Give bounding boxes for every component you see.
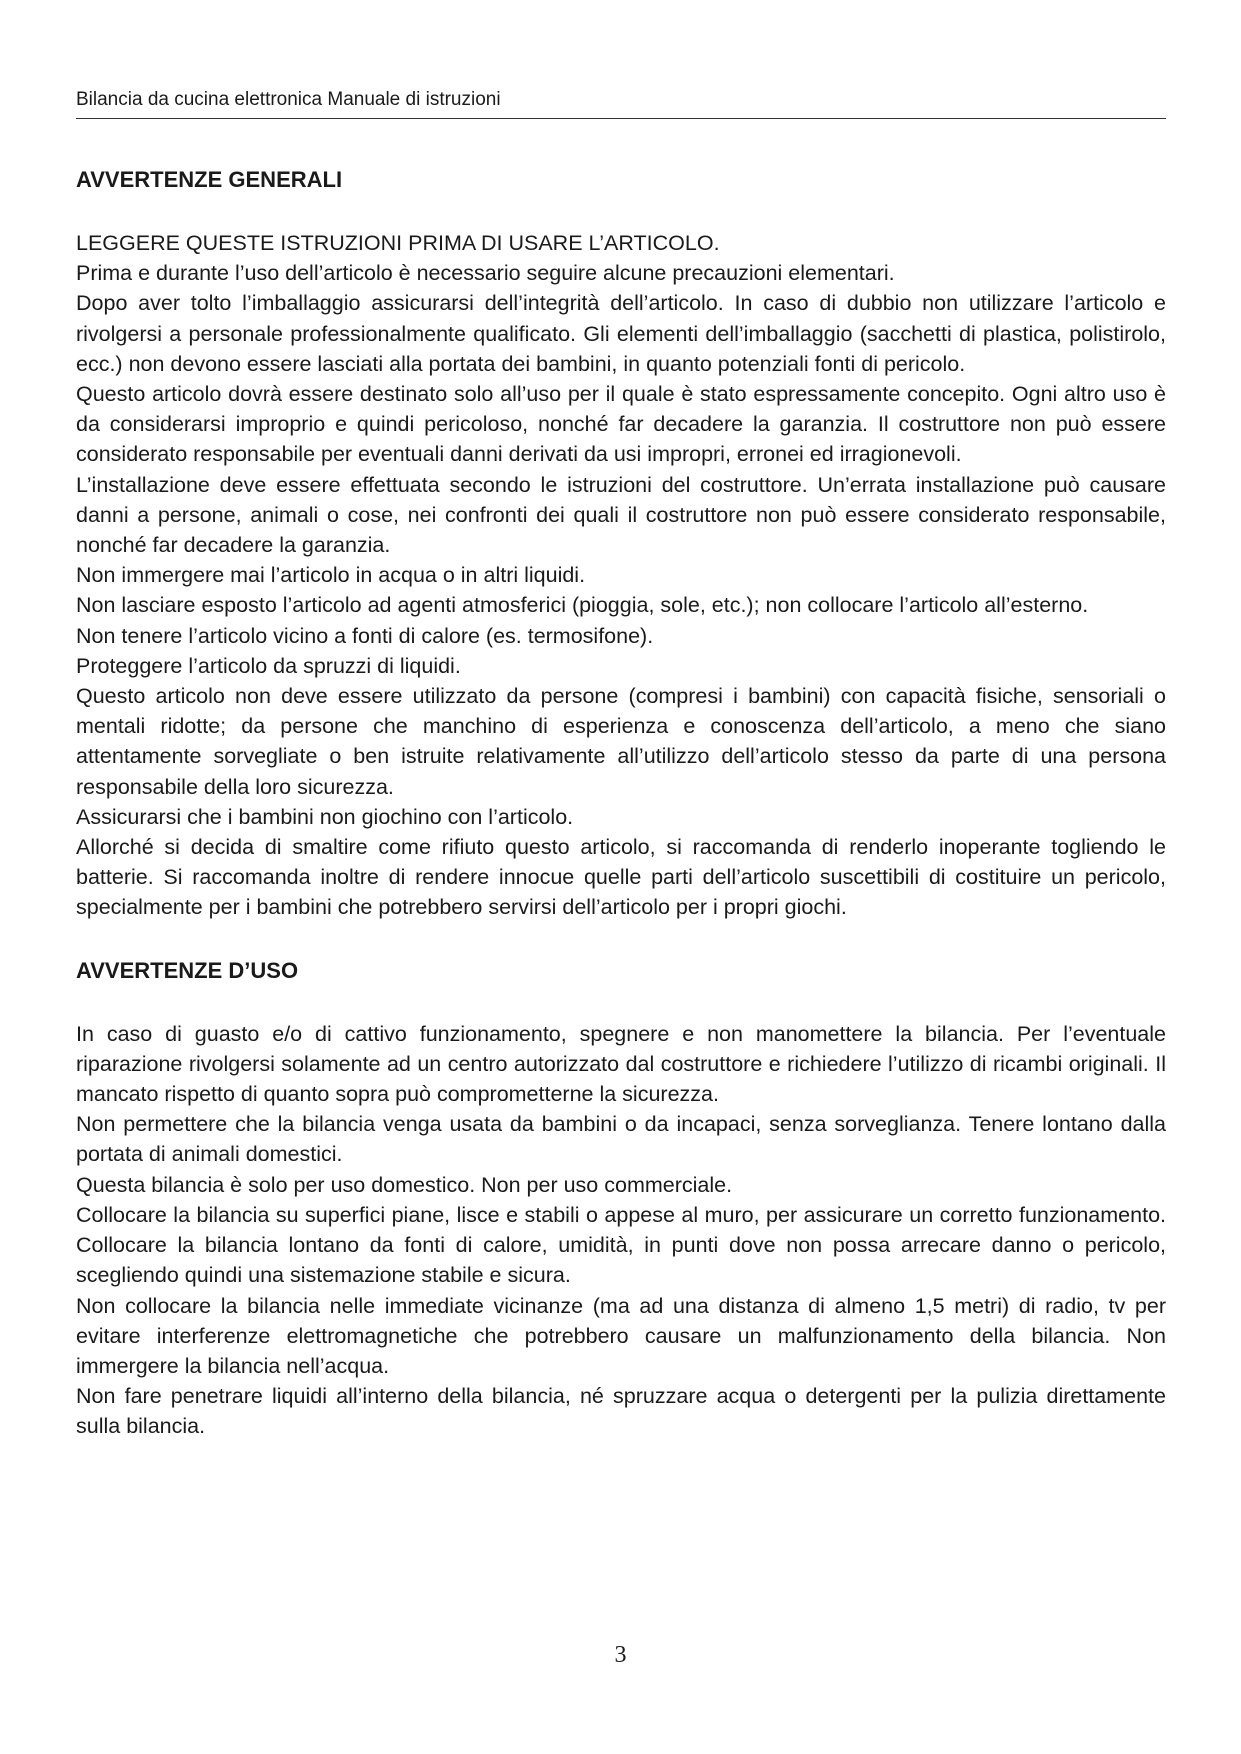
- section-title-avvertenze-generali: AVVERTENZE GENERALI: [76, 167, 343, 192]
- paragraph: Questo articolo dovrà essere destinato solo all’uso per il quale è stato espressamente concepito. Ogni altro uso è da considerarsi improprio e quindi pericoloso, nonché far decadere la garanzia. Il costruttore non può essere considerato responsabile per eventuali danni derivati da usi impropri, erronei ed irragionevoli.: [76, 382, 1166, 467]
- page-number: 3: [614, 1642, 627, 1668]
- paragraph: L’installazione deve essere effettuata secondo le istruzioni del costruttore. Un’errata installazione può causare danni a persone, animali o cose, nei confronti dei quali il costruttore non può essere considerato responsabile, nonché far decadere la garanzia.: [76, 472, 1166, 558]
- paragraph: Non collocare la bilancia nelle immediate vicinanze (ma ad una distanza di almeno 1,5 metri) di radio, tv per evitare interferenze elettromagnetiche che potrebbero causare un malfunzionamento della bilancia. Non immergere la bilancia nell’acqua.: [76, 1293, 1166, 1378]
- paragraph: Non tenere l’articolo vicino a fonti di calore (es. termosifone).: [76, 623, 654, 648]
- paragraph: In caso di guasto e/o di cattivo funzionamento, spegnere e non manomettere la bilancia. Per l’eventuale riparazione rivolgersi solamente ad un centro autorizzato dal costruttore e richiedere l’utilizzo di ricambi originali. Il mancato rispetto di quanto sopra può comprometterne la sicurezza.: [76, 1021, 1166, 1107]
- paragraph: LEGGERE QUESTE ISTRUZIONI PRIMA DI USARE L’ARTICOLO.: [76, 231, 720, 255]
- section-title-avvertenze-uso: AVVERTENZE D’USO: [76, 957, 299, 983]
- paragraph: Questo articolo non deve essere utilizzato da persone (compresi i bambini) con capacità fisiche, sensoriali o mentali ridotte; da persone che manchino di esperienza e conoscenza dell’articolo, a meno che siano attentamente sorvegliate o ben istruite relativamente all’utilizzo dell’articolo stesso da parte di una persona responsabile della loro sicurezza.: [76, 684, 1166, 799]
- paragraph: Assicurarsi che i bambini non giochino con l’articolo.: [76, 804, 574, 829]
- paragraph: Allorché si decida di smaltire come rifiuto questo articolo, si raccomanda di renderlo inoperante togliendo le batterie. Si raccomanda inoltre di rendere innocue quelle parti dell’articolo suscettibili di costituire un pericolo, specialmente per i bambini che potrebbero servirsi dell’articolo per i propri giochi.: [76, 835, 1166, 920]
- paragraph: Collocare la bilancia su superfici piane, lisce e stabili o appese al muro, per assicurare un corretto funzionamento. Collocare la bilancia lontano da fonti di calore, umidità, in punti dove non possa arrecare danno o pericolo, scegliendo quindi una sistemazione stabile e sicura.: [76, 1202, 1166, 1288]
- paragraph: Non lasciare esposto l’articolo ad agenti atmosferici (pioggia, sole, etc.); non collocare l’articolo all’esterno.: [76, 593, 1089, 618]
- paragraph: Proteggere l’articolo da spruzzi di liquidi.: [76, 653, 461, 678]
- document-body: [76, 166, 1166, 1442]
- paragraph: Dopo aver tolto l’imballaggio assicurarsi dell’integrità dell’articolo. In caso di dubbio non utilizzare l’articolo e rivolgersi a personale professionalmente qualificato. Gli elementi dell’imballaggio (sacchetti di plastica, polistirolo, ecc.) non devono essere lasciati alla portata dei bambini, in quanto potenziali fonti di pericolo.: [76, 291, 1166, 376]
- paragraph: Non fare penetrare liquidi all’interno della bilancia, né spruzzare acqua o detergenti per la pulizia direttamente sulla bilancia.: [76, 1384, 1166, 1439]
- paragraph: Non immergere mai l’articolo in acqua o in altri liquidi.: [76, 563, 586, 588]
- paragraph: Prima e durante l’uso dell’articolo è necessario seguire alcune precauzioni elementari.: [76, 261, 895, 286]
- paragraph: Questa bilancia è solo per uso domestico. Non per uso commerciale.: [76, 1172, 733, 1197]
- header-divider: [76, 118, 1166, 119]
- page-header: Bilancia da cucina elettronica Manuale di istruzioni: [76, 89, 501, 110]
- paragraph: Non permettere che la bilancia venga usata da bambini o da incapaci, senza sorveglianza. Tenere lontano dalla portata di animali domestici.: [76, 1112, 1166, 1167]
